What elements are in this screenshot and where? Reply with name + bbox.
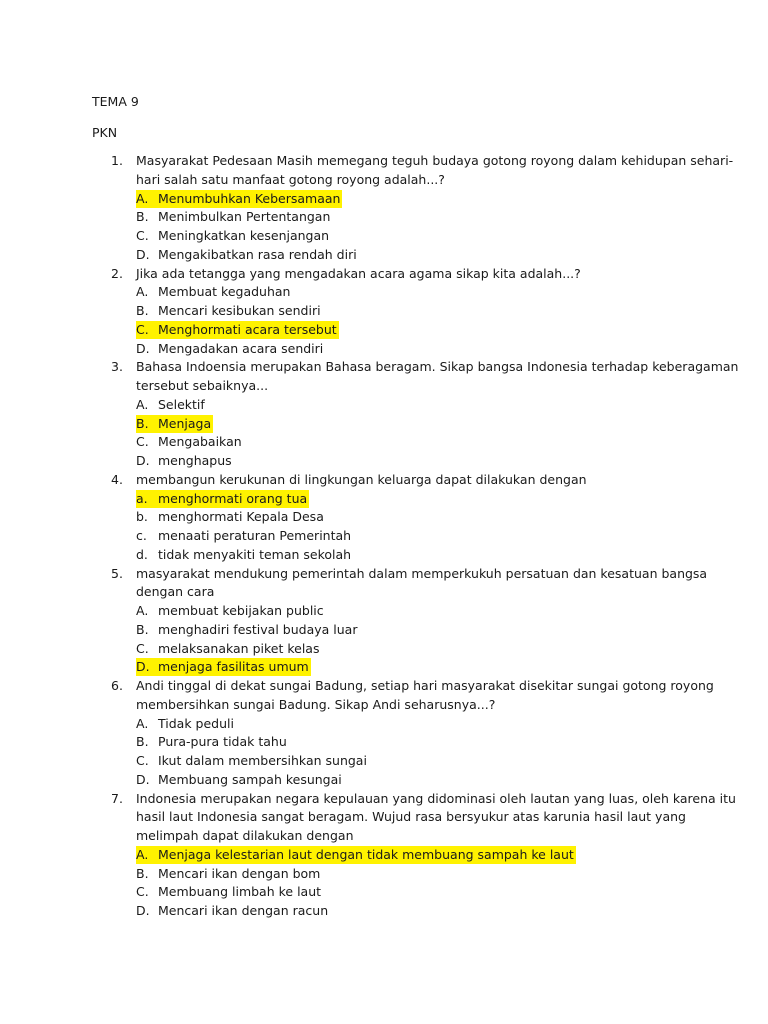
- option-text: Ikut dalam membersihkan sungai: [158, 753, 367, 768]
- question-number: 1.: [111, 153, 123, 168]
- option-text: Pura-pura tidak tahu: [158, 734, 287, 750]
- option-text: Membuat kegaduhan: [158, 284, 291, 300]
- option-letter: A.: [136, 715, 149, 731]
- option-letter: D.: [136, 903, 150, 918]
- option-text: Mengadakan acara sendiri: [158, 340, 324, 356]
- option-text: Meningkatkan kesenjangan: [158, 228, 330, 243]
- option-letter: b.: [136, 509, 148, 525]
- option-letter: D.: [136, 340, 150, 356]
- question-text: Andi tinggal di dekat sungai Badung, setiap hari masyarakat disekitar sungai gotong royong: [136, 678, 714, 693]
- option-text: Tidak peduli: [158, 715, 234, 731]
- option-text: Mengabaikan: [158, 434, 242, 450]
- option-letter: a.: [136, 490, 158, 508]
- option-text: membuat kebijakan public: [158, 603, 324, 618]
- question-number: 7.: [111, 790, 123, 806]
- question-number: 2.: [111, 265, 123, 281]
- option-text: tidak menyakiti teman sekolah: [158, 546, 352, 562]
- option-text: Mencari ikan dengan bom: [158, 865, 321, 881]
- option-letter: B.: [136, 734, 149, 750]
- option-text: Mencari kesibukan sendiri: [158, 303, 321, 318]
- option-letter: C.: [136, 434, 149, 450]
- option-text: melaksanakan piket kelas: [158, 640, 320, 656]
- option-text: Mencari ikan dengan racun: [158, 903, 329, 918]
- option-letter: A.: [136, 190, 158, 208]
- option-letter: C.: [136, 884, 149, 900]
- question-text: Masyarakat Pedesaan Masih memegang teguh budaya gotong royong dalam kehidupan sehari-: [136, 153, 734, 168]
- option-letter: A.: [136, 284, 149, 300]
- question-text: dengan cara: [136, 584, 215, 600]
- question-text: membersihkan sungai Badung. Sikap Andi seharusnya...?: [136, 696, 496, 712]
- question-text: tersebut sebaiknya...: [136, 378, 269, 393]
- question-text: hasil laut Indonesia sangat beragam. Wujud rasa bersyukur atas karunia hasil laut yang: [136, 809, 686, 825]
- option-letter: A.: [136, 846, 158, 864]
- question-text: membangun kerukunan di lingkungan keluarga dapat dilakukan dengan: [136, 471, 587, 487]
- question-number: 5.: [111, 565, 123, 581]
- answer-option-text: Menumbuhkan Kebersamaan: [158, 190, 341, 206]
- question-text: Indonesia merupakan negara kepulauan yang didominasi oleh lautan yang luas, oleh karena itu: [136, 790, 736, 806]
- question-text: melimpah dapat dilakukan dengan: [136, 828, 354, 843]
- option-letter: B.: [136, 303, 149, 318]
- question-text: masyarakat mendukung pemerintah dalam memperkukuh persatuan dan kesatuan bangsa: [136, 565, 708, 581]
- answer-option-text: Menjaga: [158, 415, 212, 431]
- option-letter: D.: [136, 453, 150, 468]
- question-number: 6.: [111, 678, 123, 693]
- option-letter: B.: [136, 415, 158, 433]
- question-text: hari salah satu manfaat gotong royong adalah...?: [136, 171, 445, 187]
- option-text: menghadiri festival budaya luar: [158, 621, 358, 637]
- option-text: Membuang sampah kesungai: [158, 771, 342, 787]
- option-letter: C.: [136, 321, 158, 339]
- option-letter: C.: [136, 640, 149, 656]
- option-letter: C.: [136, 753, 149, 768]
- question-text: Jika ada tetangga yang mengadakan acara agama sikap kita adalah...?: [136, 265, 581, 281]
- option-text: menghormati Kepala Desa: [158, 509, 324, 525]
- option-text: Selektif: [158, 396, 205, 412]
- option-text: menghapus: [158, 453, 232, 468]
- document-title: TEMA 9: [92, 94, 139, 109]
- answer-option-text: menghormati orang tua: [158, 490, 308, 506]
- question-number: 4.: [111, 471, 123, 487]
- option-letter: c.: [136, 528, 147, 543]
- option-letter: A.: [136, 396, 149, 412]
- option-text: Mengakibatkan rasa rendah diri: [158, 246, 357, 262]
- answer-option-text: menjaga fasilitas umum: [158, 659, 309, 675]
- answer-option-text: Menghormati acara tersebut: [158, 321, 337, 337]
- option-letter: A.: [136, 603, 149, 618]
- option-letter: B.: [136, 621, 149, 637]
- option-letter: D.: [136, 246, 150, 262]
- option-letter: D.: [136, 771, 150, 787]
- option-letter: d.: [136, 546, 148, 562]
- option-text: Menimbulkan Pertentangan: [158, 209, 331, 225]
- question-number: 3.: [111, 359, 123, 375]
- option-text: Membuang limbah ke laut: [158, 884, 322, 900]
- question-text: Bahasa Indoensia merupakan Bahasa beragam. Sikap bangsa Indonesia terhadap keberagaman: [136, 359, 739, 375]
- option-text: menaati peraturan Pemerintah: [158, 528, 352, 543]
- answer-option-text: Menjaga kelestarian laut dengan tidak membuang sampah ke laut: [158, 846, 574, 862]
- option-letter: D.: [136, 658, 158, 676]
- option-letter: C.: [136, 228, 149, 243]
- option-letter: B.: [136, 209, 149, 225]
- option-letter: B.: [136, 865, 149, 881]
- subject-heading: PKN: [92, 125, 118, 140]
